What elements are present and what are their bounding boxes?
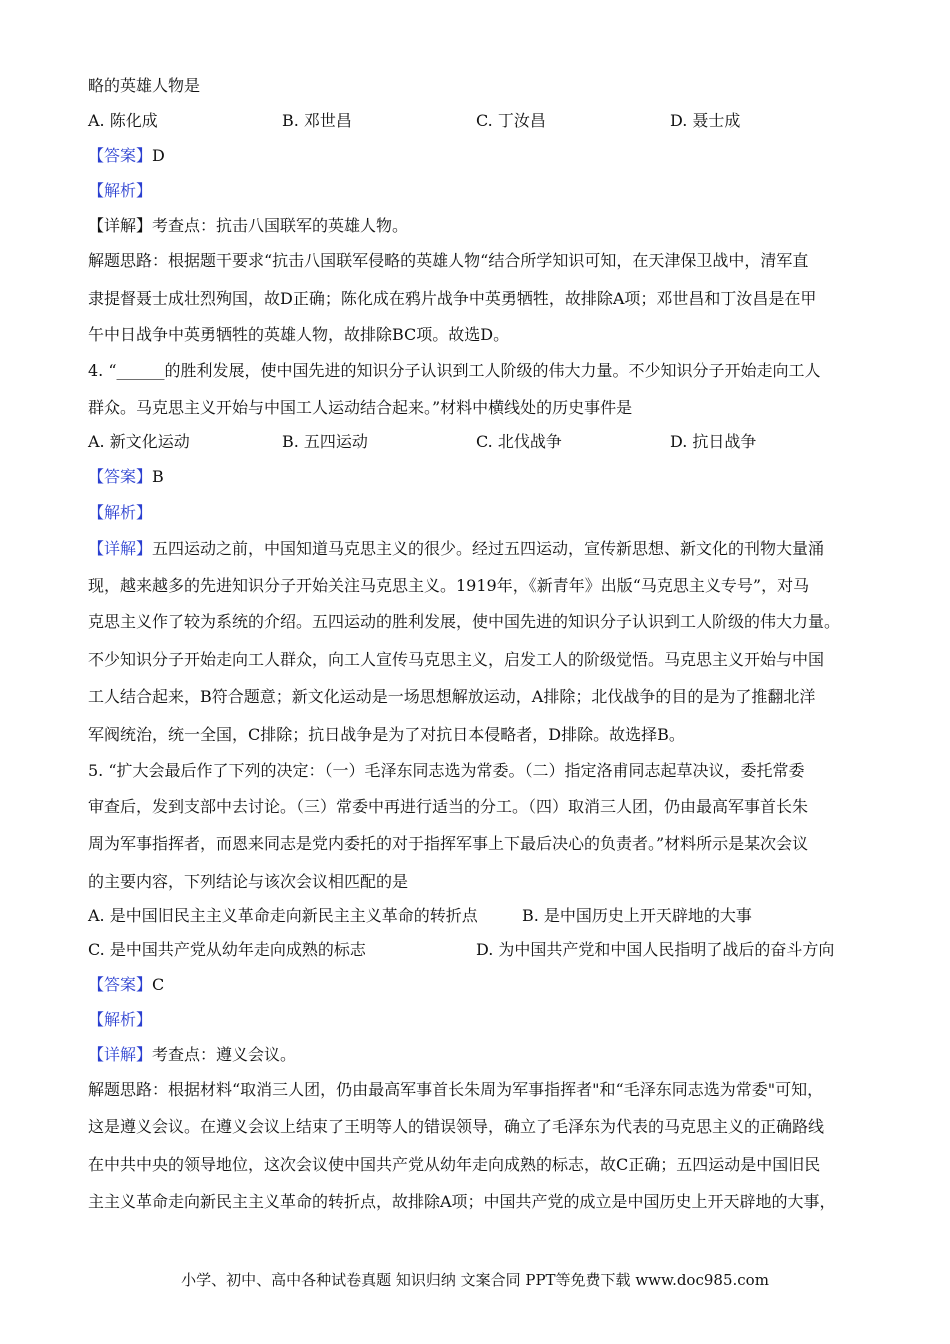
q5-text-line: 在中共中央的领导地位，这次会议使中国共产党从幼年走向成熟的标志，故C正确；五四运动是中国旧民 [88, 1155, 821, 1174]
q4-text-line: 工人结合起来，B符合题意；新文化运动是一场思想解放运动，A排除；北伐战争的目的是为了推翻北洋 [88, 687, 816, 706]
q4-option-d: D. 抗日战争 [670, 432, 757, 451]
detail-text: 五四运动之前，中国知道马克思主义的很少。经过五四运动，宣传新思想、新文化的刊物大量涌 [152, 539, 825, 558]
page-footer: 小学、初中、高中各种试卷真题 知识归纳 文案合同 PPT等免费下载 www.doc985.com [181, 1271, 769, 1289]
q5-option-b: B. 是中国历史上开天辟地的大事 [522, 906, 752, 925]
q3-stem-tail: 略的英雄人物是 [88, 76, 201, 95]
q3-analysis-label: 【解析】 [88, 181, 153, 200]
q3-text-line: 解题思路：根据题干要求“抗击八国联军侵略的英雄人物“结合所学知识可知，在天津保卫战中，清军直 [88, 251, 809, 270]
q5-detail-line [88, 1045, 296, 1065]
q4-option-c: C. 北伐战争 [476, 432, 562, 451]
q4-option-b: B. 五四运动 [282, 432, 368, 451]
q3-detail-line [88, 216, 408, 236]
answer-value: B [152, 467, 164, 486]
answer-value: D [152, 146, 165, 165]
q5-answer [88, 975, 164, 995]
q5-option-d: D. 为中国共产党和中国人民指明了战后的奋斗方向 [476, 940, 835, 959]
answer-label: 【答案】 [88, 146, 153, 165]
q4-text-line: 克思主义作了较为系统的介绍。五四运动的胜利发展，使中国先进的知识分子认识到工人阶级的伟大力量。 [88, 612, 841, 631]
q4-text-line: 不少知识分子开始走向工人群众，向工人宣传马克思主义，启发工人的阶级觉悟。马克思主义开始与中国 [88, 650, 825, 669]
answer-label: 【答案】 [88, 975, 153, 994]
q4-detail-line [88, 539, 824, 559]
detail-label: 【详解】 [88, 216, 153, 235]
q4-text-line: 军阀统治，统一全国，C排除；抗日战争是为了对抗日本侵略者，D排除。故选择B。 [88, 725, 685, 744]
q5-stem-line: 审查后，发到支部中去讨论。（三）常委中再进行适当的分工。（四）取消三人团，仍由最高军事首长朱 [88, 797, 809, 816]
q3-option-b: B. 邓世昌 [282, 111, 352, 130]
q5-stem-line: 的主要内容，下列结论与该次会议相匹配的是 [88, 872, 409, 891]
q3-text-line: 隶提督聂士成壮烈殉国，故D正确；陈化成在鸦片战争中英勇牺牲，故排除A项；邓世昌和丁汝昌是在甲 [88, 289, 817, 308]
q4-stem-line: 群众。马克思主义开始与中国工人运动结合起来。”材料中横线处的历史事件是 [88, 398, 633, 417]
answer-value: C [152, 975, 165, 994]
q3-text-line: 午中日战争中英勇牺牲的英雄人物，故排除BC项。故选D。 [88, 325, 510, 344]
q4-option-a: A. 新文化运动 [88, 432, 190, 451]
detail-label: 【详解】 [88, 539, 153, 558]
q5-option-c: C. 是中国共产党从幼年走向成熟的标志 [88, 940, 366, 959]
q5-stem-line: 周为军事指挥者，而恩来同志是党内委托的对于指挥军事上下最后决心的负责者。”材料所示是某次会议 [88, 834, 809, 853]
detail-text: 考查点：抗击八国联军的英雄人物。 [152, 216, 409, 235]
q5-text-line: 这是遵义会议。在遵义会议上结束了王明等人的错误领导，确立了毛泽东为代表的马克思主义的正确路线 [88, 1117, 825, 1136]
detail-text: 考查点：遵义会议。 [152, 1045, 297, 1064]
q3-answer [88, 146, 165, 166]
q3-option-c: C. 丁汝昌 [476, 111, 546, 130]
q5-option-a: A. 是中国旧民主主义革命走向新民主主义革命的转折点 [88, 906, 478, 925]
q5-stem-line: 5. “扩大会最后作了下列的决定：（一）毛泽东同志选为常委。（二）指定洛甫同志起草决议，委托常委 [88, 761, 805, 780]
q5-text-line: 主主义革命走向新民主主义革命的转折点，故排除A项；中国共产党的成立是中国历史上开天辟地的大事， [88, 1192, 836, 1211]
q4-answer [88, 467, 164, 487]
answer-label: 【答案】 [88, 467, 153, 486]
q4-text-line: 现，越来越多的先进知识分子开始关注马克思主义。1919年，《新青年》出版“马克思主义专号”，对马 [88, 576, 810, 595]
q4-analysis-label: 【解析】 [88, 503, 153, 522]
detail-label: 【详解】 [88, 1045, 153, 1064]
q3-option-d: D. 聂士成 [670, 111, 741, 130]
q5-analysis-label: 【解析】 [88, 1010, 153, 1029]
q5-text-line: 解题思路：根据材料“取消三人团，仍由最高军事首长朱周为军事指挥者"和“毛泽东同志选为常委"可知， [88, 1080, 824, 1099]
q3-option-a: A. 陈化成 [88, 111, 158, 130]
q4-stem-line: 4. “______的胜利发展，使中国先进的知识分子认识到工人阶级的伟大力量。不少知识分子开始走向工人 [88, 361, 821, 380]
